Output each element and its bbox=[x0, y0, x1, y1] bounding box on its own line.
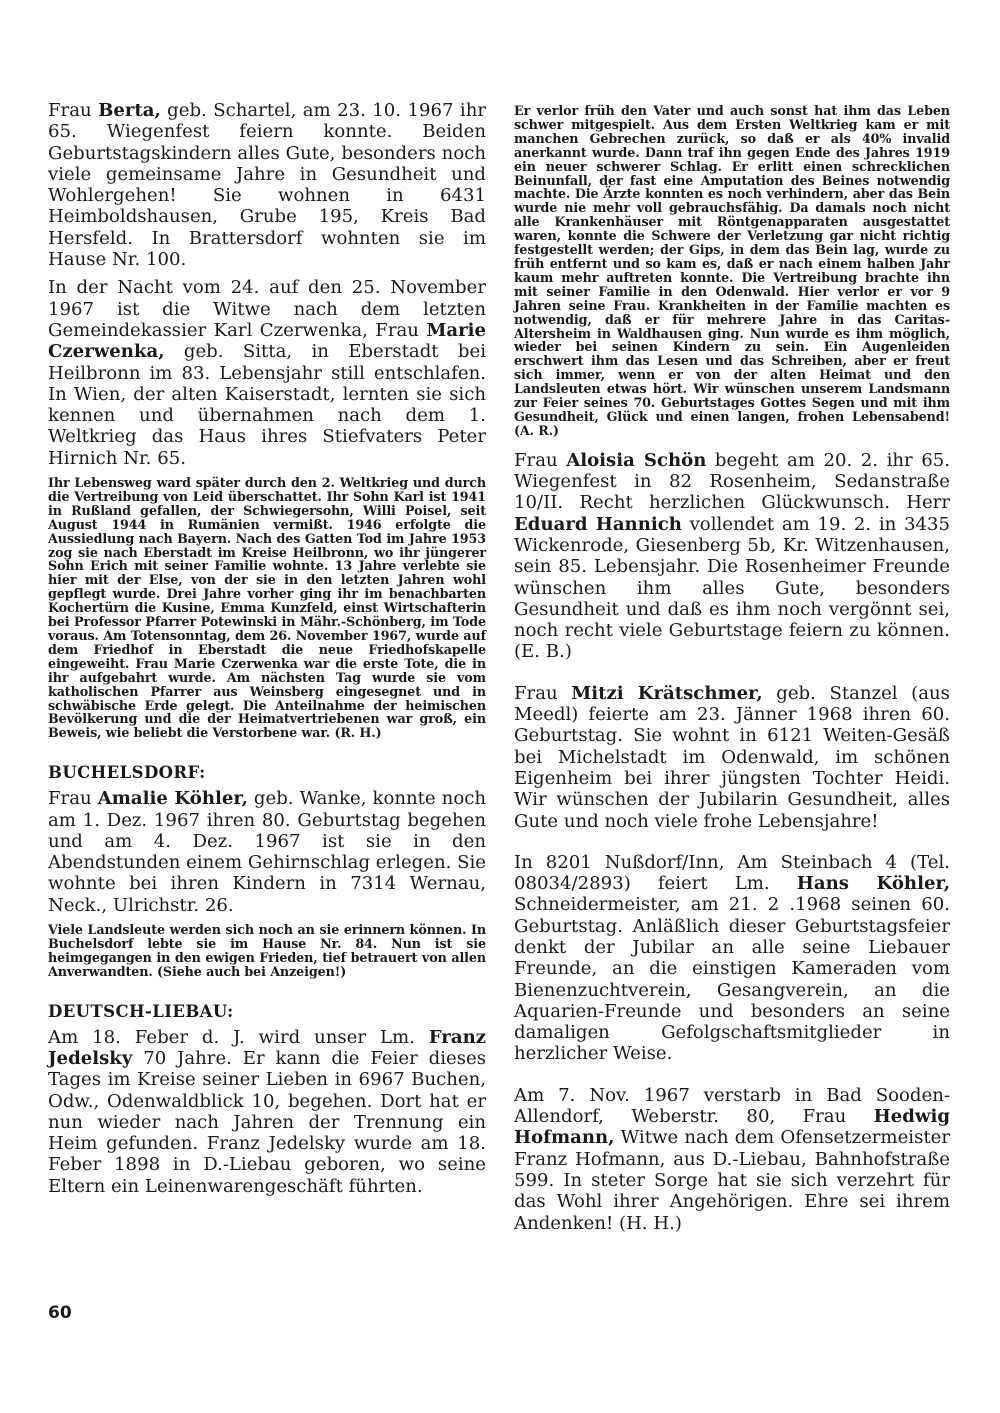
article-schoen-hannich bbox=[514, 450, 950, 663]
article-mitzi-kraetschmer bbox=[514, 683, 950, 832]
text: begeht am 20. 2. ihr 65. Wiegenfest in 82 Rosenheim, Sedanstraße 10/II. Recht herzlichen Glückwunsch. Herr bbox=[514, 449, 950, 514]
page-number: 60 bbox=[48, 1303, 72, 1323]
article-berta bbox=[48, 100, 486, 270]
person-name: Franz Jedelsky bbox=[48, 1026, 486, 1069]
text: Frau bbox=[514, 449, 567, 471]
text: In der Nacht vom 24. auf den 25. November 1967 ist die Witwe nach dem letzten Gemeindekassier Karl Czerwenka, Frau bbox=[48, 277, 486, 341]
article-czerwenka-detail: Ihr Lebensweg ward später durch den 2. Weltkrieg und durch die Vertreibung von Leid überschattet. Ihr Sohn Karl ist 1941 in Rußland gefallen, der Schwiegersohn, Willi Poisel, seit August 1944 in Rumänien vermißt. 1946 erfolgte die Aussiedlung nach Bayern. Nach des Gatten Tod im Jahre 1953 zog sie nach Eberstadt im Kreise Heilbronn, wo ihr jüngerer Sohn Erich mit seiner Familie wohnte. 13 Jahre verlebte sie hier mit der Else, von der sie in den letzten Jahren wohl gepflegt wurde. Drei Jahre vorher ging ihr im benachbarten Kochertürn die Kusine, Emma Kunzfeld, einst Wirtschafterin bei Professor Pfarrer Potewinski in Mähr.-Schönberg, im Tode voraus. Am Totensonntag, dem 26. November 1967, wurde auf dem Friedhof in Eberstadt die neue Friedhofskapelle eingeweiht. Frau Marie Czerwenka war die erste Tote, die in ihr aufgebahrt wurde. Am nächsten Tag wurde sie vom katholischen Pfarrer aus Weinsberg eingesegnet und in schwäbische Erde gelegt. Die Anteilnahme der heimischen Bevölkerung und die der Heimatvertriebenen war groß, ein Beweis, wie beliebt die Verstorbene war. (R. H.) bbox=[48, 475, 486, 741]
person-name: Mitzi Krätschmer, bbox=[571, 682, 763, 704]
text: vollendet am 19. 2. in 3435 Wickenrode, Giesenberg 5b, Kr. Witzenhausen, sein 85. Lebensjahr. Die Rosenheimer Freunde wünschen ihm alles Gute, besonders Gesundheit und daß es ihm noch vergönnt sei, noch recht viele Geburtstage feiern zu können. (E. B.) bbox=[514, 513, 951, 663]
article-czerwenka bbox=[48, 277, 486, 469]
article-amalie-koehler bbox=[48, 788, 486, 916]
article-amalie-koehler-detail: Viele Landsleute werden sich noch an sie erinnern können. In Buchelsdorf lebte sie im Hause Nr. 84. Nun ist sie heimgegangen in den ewigen Frieden, tief betrauert von allen Anverwandten. (Siehe auch bei Anzeigen!) bbox=[48, 922, 486, 979]
text: In 8201 Nußdorf/Inn, Am Steinbach 4 (Tel. 08034/2893) feiert Lm. bbox=[514, 851, 950, 895]
right-column bbox=[514, 104, 950, 1234]
text: Schneidermeister, am 21. 2 .1968 seinen 60. Geburtstag. Anläßlich dieser Geburtstagsfeier denkt der Jubilar an alle seine Liebauer Freunde, an die einstigen Kameraden vom Bienenzuchtverein, Gesangverein, an die Aquarien-Freunde und besonders an seine damaligen Gefolgschaftsmitglieder in herzlicher Weise. bbox=[514, 894, 950, 1065]
section-heading-buchelsdorf: BUCHELSDORF: bbox=[48, 763, 206, 783]
person-name: Aloisia Schön bbox=[566, 449, 707, 471]
text: Frau bbox=[48, 100, 99, 121]
text: Am 18. Feber d. J. wird unser Lm. bbox=[48, 1026, 429, 1048]
article-hedwig-hofmann bbox=[514, 1085, 950, 1234]
person-name: Marie Czerwenka, bbox=[48, 319, 486, 363]
text: Frau bbox=[514, 682, 572, 704]
text: Witwe nach dem Ofensetzermeister Franz Hofmann, aus D.-Liebau, Bahnhofstraße 599. In steter Sorge hat sie sich verzehrt für das Wohl ihrer Angehörigen. Ehre sei ihrem Andenken! (H. H.) bbox=[514, 1127, 950, 1234]
person-name: Eduard Hannich bbox=[514, 513, 682, 535]
article-hans-koehler bbox=[514, 852, 950, 1065]
text: 70 Jahre. Er kann die Feier dieses Tages im Kreise seiner Lieben in 6967 Buchen, Odw., Odenwaldblick 10, begehen. Dort hat er nun wieder nach Jahren der Trennung ein Heim gefunden. Franz Jedelsky wurde am 18. Feber 1898 in D.-Liebau geboren, wo seine Eltern ein Leinenwarengeschäft führten. bbox=[48, 1047, 486, 1197]
left-column bbox=[48, 100, 486, 1197]
section-heading-deutsch-liebau: DEUTSCH-LIEBAU: bbox=[48, 1001, 234, 1021]
person-name: Hedwig Hofmann, bbox=[514, 1106, 950, 1149]
person-name: Berta, bbox=[98, 100, 161, 121]
text: Frau bbox=[48, 788, 98, 810]
article-jedelsky-continued: Er verlor früh den Vater und auch sonst hat ihm das Leben schwer mitgespielt. Aus dem Ersten Weltkrieg kam er mit manchen Gebrechen zurück, so daß er als 40% invalid anerkannt wurde. Dann traf ihn gegen Ende des Jahres 1919 ein neuer schwerer Schlag. Er erlitt einen schrecklichen Beinunfall, der fast eine Amputation des Beines notwendig machte. Die Ärzte konnten es noch verhindern, aber das Bein wurde nie mehr voll gebrauchsfähig. Da damals noch nicht alle Krankenhäuser mit Röntgenapparaten ausgestattet waren, konnte die Schwere der Verletzung gar nicht richtig festgestellt werden; der Gips, in dem das Bein lag, wurde zu früh entfernt und so kam es, daß er nach einem halben Jahr kaum mehr auftreten konnte. Die Vertreibung brachte ihn mit seiner Familie in den Odenwald. Hier verlor er vor 9 Jahren seine Frau. Krankheiten in der Familie machten es notwendig, daß er für mehrere Jahre in das Caritas-Altersheim in Waldhausen ging. Nun wurde es ihm möglich, wieder bei seinen Kindern zu sein. Ein Augenleiden erschwert ihm das Lesen und das Schreiben, aber er freut sich immer, wenn er von der alten Heimat und den Landsleuten etwas hört. Wir wünschen unserem Landsmann zur Feier seines 70. Geburtstages Gottes Segen und mit ihm Gesundheit, Glück und einen langen, frohen Lebensabend! (A. R.) bbox=[514, 103, 950, 438]
text: Am 7. Nov. 1967 verstarb in Bad Sooden-Allendorf, Weberstr. 80, Frau bbox=[514, 1084, 950, 1128]
text: geb. Stanzel (aus Meedl) feierte am 23. Jänner 1968 ihren 60. Geburtstag. Sie wohnt in 6121 Weiten-Gesäß bei Michelstadt im Odenwald, im schönen Eigenheim bei ihrer jüngsten Tochter Heidi. Wir wünschen der Jubilarin Gesundheit, alles Gute und noch viele frohe Lebensjahre! bbox=[514, 682, 950, 832]
text: geb. Schartel, am 23. 10. 1967 ihr 65. Wiegenfest feiern konnte. Beiden Geburtstagskindern alles Gute, besonders noch viele gemeinsame Jahre in Gesundheit und Wohlergehen! Sie wohnen in 6431 Heimboldshausen, Grube 195, Kreis Bad Hersfeld. In Brattersdorf wohnten sie im Hause Nr. 100. bbox=[48, 100, 486, 271]
article-franz-jedelsky bbox=[48, 1027, 486, 1197]
text: geb. Wanke, konnte noch am 1. Dez. 1967 ihren 80. Geburtstag begehen und am 4. Dez. 1967 ist sie in den Abendstunden einem Gehirnschlag erlegen. Sie wohnte bei ihren Kindern in 7314 Wernau, Neck., Ulrichstr. 26. bbox=[48, 788, 486, 916]
person-name: Hans Köhler, bbox=[796, 873, 950, 895]
text: geb. Sitta, in Eberstadt bei Heilbronn im 83. Lebensjahr still entschlafen. In Wien, der alten Kaiserstadt, lernten sie sich kennen und übernahmen nach dem 1. Weltkrieg das Haus ihres Stiefvaters Peter Hirnich Nr. 65. bbox=[48, 341, 486, 469]
person-name: Amalie Köhler, bbox=[97, 788, 248, 810]
